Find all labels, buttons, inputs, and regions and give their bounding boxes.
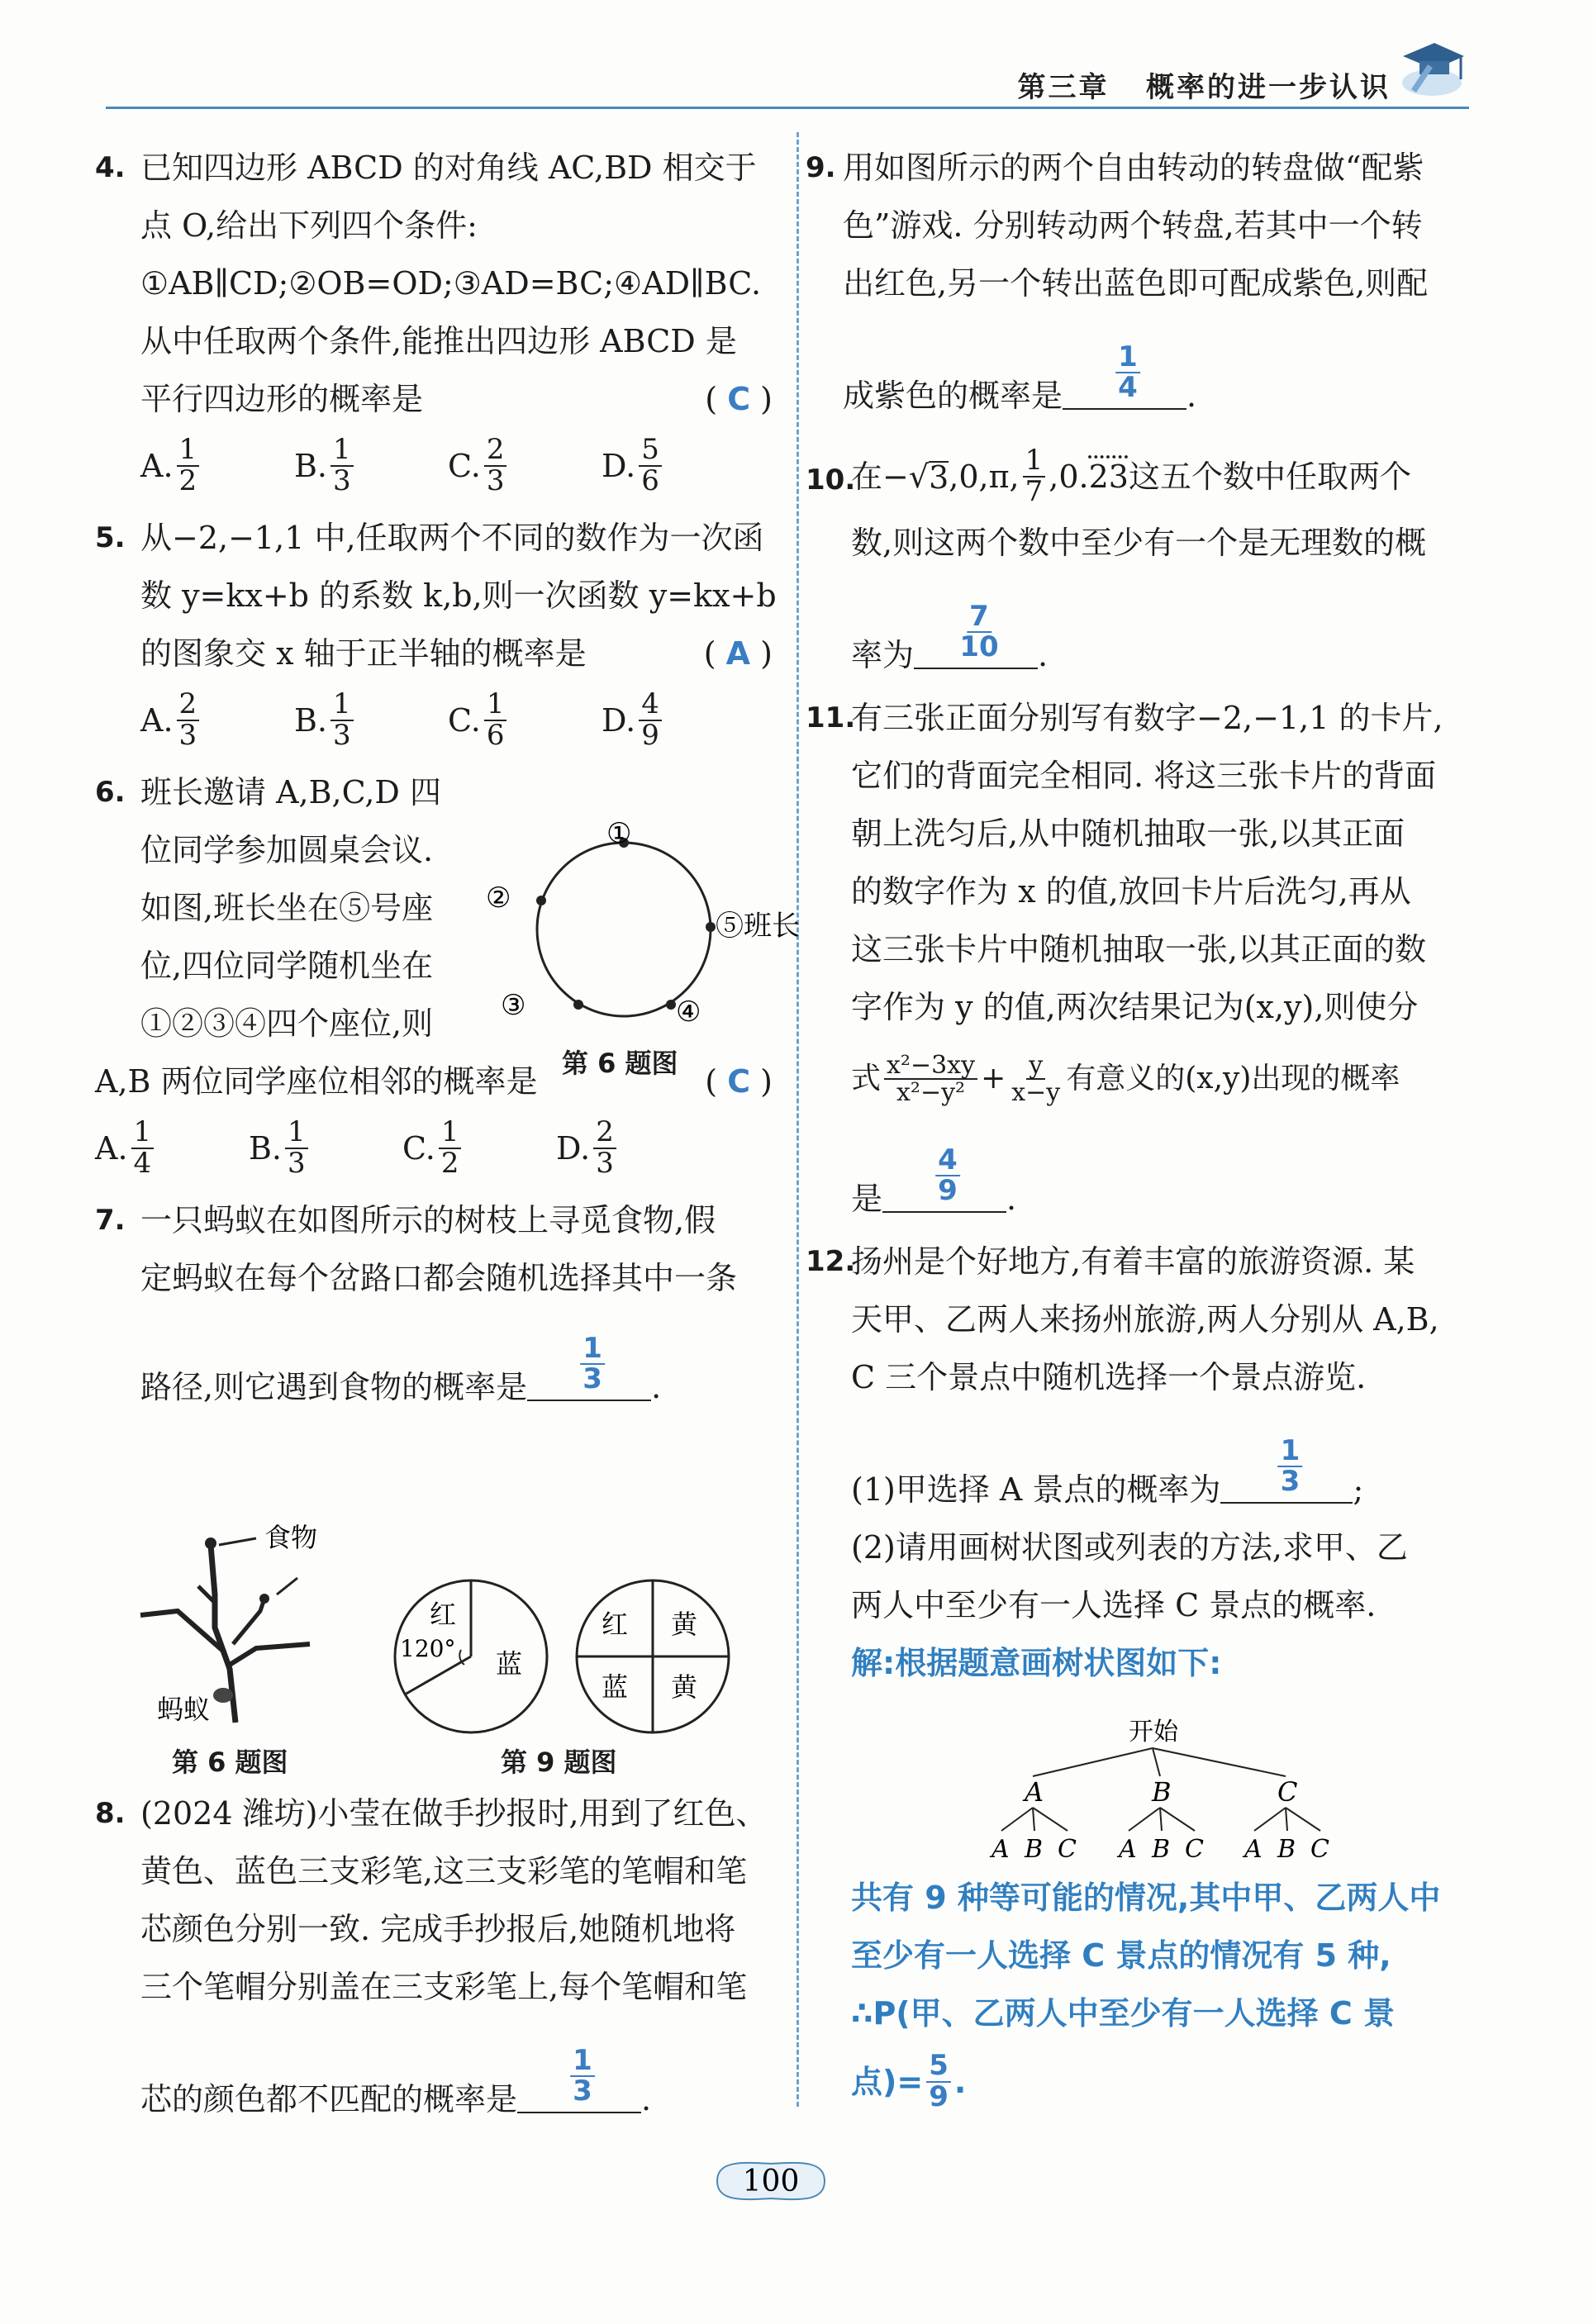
tree-leaf: A: [1119, 1835, 1137, 1864]
answer-choice: C: [727, 381, 751, 417]
q6-line: 班长邀请 A,B,C,D 四: [140, 774, 441, 810]
answer-bracket: ( A ): [703, 635, 773, 672]
q8-line: 芯的颜色都不匹配的概率是 $\frac{1}{3}$ .: [140, 2043, 652, 2117]
option-d: D. $\frac{5}{6}$: [602, 435, 755, 496]
q7-branch-figure: [132, 1520, 347, 1735]
q7-line: 一只蚂蚁在如图所示的树枝上寻觅食物,假: [140, 1202, 716, 1238]
q6-line: 位,四位同学随机坐在: [140, 948, 434, 984]
q5-line: 数 y=kx+b 的系数 k,b,则一次函数 y=kx+b: [140, 577, 777, 614]
question-number: 8.: [95, 1797, 126, 1830]
option-b: B. $\frac{1}{3}$: [249, 1118, 402, 1178]
option-b: B. $\frac{1}{3}$: [294, 690, 448, 750]
options: [95, 1110, 773, 1186]
q10-line: 数,则这两个数中至少有一个是无理数的概: [851, 525, 1427, 561]
answer-blank: $\frac{1}{3}$: [517, 2075, 641, 2113]
page-number: [709, 2152, 833, 2210]
tree-leaf: C: [1185, 1835, 1204, 1864]
spinner-a-angle: 120°: [400, 1635, 456, 1662]
page-number-ornament: [709, 2152, 833, 2210]
q10-line: 在− √ 3 ,0,π, $\frac{1}{7}$ ,0. 23 这五个数中任取两个: [851, 444, 1411, 508]
seat-3-label: ③: [501, 989, 526, 1022]
q6-seat-diagram: [479, 817, 800, 1066]
answer-blank: $\frac{4}{9}$: [882, 1175, 1006, 1213]
answer-blank: $\frac{1}{4}$: [1063, 372, 1186, 410]
spinner-b-blue: 蓝: [602, 1671, 629, 1703]
q5-line: 的图象交 x 轴于正半轴的概率是 ( A ): [140, 625, 773, 682]
q5-line: 从−2,−1,1 中,任取两个不同的数作为一次函: [140, 520, 764, 556]
q12-line: C 三个景点中随机选择一个景点游览.: [851, 1359, 1367, 1395]
answer-choice: C: [727, 1063, 751, 1100]
tree-leaf: A: [991, 1835, 1010, 1864]
question-number: 11.: [806, 701, 856, 734]
option-b: B. $\frac{1}{3}$: [294, 435, 448, 496]
options: [140, 428, 773, 504]
q7-figure-caption: 第 6 题图: [172, 1747, 288, 1778]
option-d: D. $\frac{4}{9}$: [602, 690, 755, 750]
seat-2-label: ②: [486, 882, 511, 915]
page-header: [106, 56, 1469, 109]
q7-line: 定蚂蚁在每个岔路口都会随机选择其中一条: [140, 1260, 738, 1296]
option-d: D. $\frac{2}{3}$: [556, 1118, 710, 1178]
question-number: 5.: [95, 521, 126, 554]
ant-label: 蚂蚁: [157, 1694, 211, 1725]
q8-line: 黄色、蓝色三支彩笔,这三支彩笔的笔帽和笔: [140, 1853, 748, 1889]
q4-line: 已知四边形 ABCD 的对角线 AC,BD 相交于: [140, 150, 757, 186]
question-number: 10.: [806, 463, 856, 497]
q12-solution: [851, 1869, 1479, 2122]
option-c: C. $\frac{1}{6}$: [448, 690, 602, 750]
answer-bracket: ( C ): [705, 381, 773, 417]
option-a: A. $\frac{1}{4}$: [95, 1118, 249, 1178]
q11-line: 朝上洗匀后,从中随机抽取一张,以其正面: [851, 815, 1405, 852]
q9-line: 用如图所示的两个自由转动的转盘做“配紫: [843, 150, 1424, 186]
page-number-text: 100: [742, 2165, 800, 2198]
question-8: [95, 1785, 773, 2128]
answer-choice: A: [725, 635, 751, 672]
q9-spinner-b: [570, 1574, 735, 1739]
tree-leaf: C: [1310, 1835, 1329, 1864]
left-column: [95, 139, 777, 1416]
q4-line: 平行四边形的概率是 ( C ): [140, 370, 773, 428]
spinner-b-red: 红: [602, 1609, 629, 1640]
q11-line: 是 $\frac{4}{9}$ .: [851, 1143, 1017, 1217]
question-10: [806, 440, 1467, 684]
tree-node-b: B: [1152, 1776, 1172, 1808]
q9-line: 色”游戏. 分别转动两个转盘,若其中一个转: [843, 207, 1423, 244]
question-7: [95, 1191, 773, 1416]
option-c: C. $\frac{1}{2}$: [402, 1118, 556, 1178]
solution-line: ∴P(甲、乙两人中至少有一人选择 C 景: [851, 1995, 1396, 2032]
q12-tree-diagram: [967, 1710, 1355, 1875]
q6-line: ①②③④四个座位,则: [140, 1005, 434, 1042]
q6-line: 如图,班长坐在⑤号座: [140, 890, 434, 926]
tree-root: 开始: [1129, 1718, 1178, 1747]
tree-leaf: B: [1152, 1835, 1171, 1864]
sqrt-symbol: √: [908, 459, 930, 495]
seat-5-label: ⑤班长: [716, 910, 800, 943]
tree-leaf: B: [1277, 1835, 1296, 1864]
column-divider: [796, 132, 799, 2107]
solution-line: 解:根据题意画树状图如下:: [851, 1645, 1222, 1681]
q4-line: 从中任取两个条件,能推出四边形 ABCD 是: [140, 323, 737, 359]
graduation-cap-icon: [1395, 31, 1469, 106]
solution-line: 共有 9 种等可能的情况,其中甲、乙两人中: [851, 1880, 1441, 1916]
q4-line: ①AB∥CD;②OB=OD;③AD=BC;④AD∥BC.: [140, 265, 762, 302]
q12-line: 天甲、乙两人来扬州旅游,两人分别从 A,B,: [851, 1301, 1439, 1338]
right-column: [806, 139, 1467, 1692]
q8-line: 三个笔帽分别盖在三支彩笔上,每个笔帽和笔: [140, 1969, 748, 2005]
chapter-title: 第三章 概率的进一步认识: [1017, 71, 1391, 104]
question-4: [95, 139, 773, 504]
options: [140, 682, 773, 758]
q11-line: 式 $\frac{\text{x²−3xy}}{\text{x²−y²}}$ + $\frac{y}{x-y}$ 有意义的(x,y)出现的概率: [851, 1050, 1400, 1107]
solution-line: 至少有一人选择 C 景点的情况有 5 种,: [851, 1937, 1391, 1974]
question-number: 6.: [95, 776, 126, 809]
q6-line: 位同学参加圆桌会议.: [140, 832, 434, 868]
question-number: 4.: [95, 151, 126, 184]
tree-leaf: A: [1244, 1835, 1263, 1864]
option-a: A. $\frac{2}{3}$: [140, 690, 294, 750]
question-11: [806, 689, 1467, 1228]
q10-line: 率为 $\frac{7}{10}$ .: [851, 599, 1049, 673]
spinner-a-blue: 蓝: [496, 1648, 523, 1680]
option-c: C. $\frac{2}{3}$: [448, 435, 602, 496]
tree-node-c: C: [1277, 1776, 1298, 1808]
q9-figure-caption: 第 9 题图: [501, 1747, 617, 1778]
q8-line: (2024 潍坊)小莹在做手抄报时,用到了红色、: [140, 1795, 768, 1832]
question-12: [806, 1233, 1467, 1692]
question-number: 9.: [806, 151, 836, 184]
option-a: A. $\frac{1}{2}$: [140, 435, 294, 496]
spinner-a-red: 红: [430, 1599, 457, 1630]
question-5: [95, 509, 777, 758]
food-label: 食物: [264, 1522, 318, 1553]
tree-node-a: A: [1025, 1776, 1044, 1808]
q11-line: 有三张正面分别写有数字−2,−1,1 的卡片,: [851, 700, 1443, 736]
answer-bracket: ( C ): [705, 1063, 773, 1100]
q7-line: 路径,则它遇到食物的概率是 $\frac{1}{3}$ .: [140, 1331, 662, 1405]
q6-figure-caption: 第 6 题图: [562, 1048, 678, 1079]
answer-blank: $\frac{7}{10}$: [914, 631, 1038, 669]
q6-line: A,B 两位同学座位相邻的概率是 ( C ): [95, 1053, 773, 1110]
q11-line: 字作为 y 的值,两次结果记为(x,y),则使分: [851, 989, 1419, 1025]
q4-line: 点 O,给出下列四个条件:: [140, 207, 478, 244]
q9-spinner-a: [388, 1574, 554, 1739]
tree-leaf: B: [1025, 1835, 1044, 1864]
answer-blank: $\frac{1}{3}$: [527, 1363, 651, 1401]
tree-leaf: C: [1058, 1835, 1077, 1864]
q12-line: 扬州是个好地方,有着丰富的旅游资源. 某: [851, 1243, 1415, 1280]
q11-line: 这三张卡片中随机抽取一张,以其正面的数: [851, 931, 1427, 967]
question-number: 7.: [95, 1204, 126, 1237]
q8-line: 芯颜色分别一致. 完成手抄报后,她随机地将: [140, 1911, 736, 1947]
seat-4-label: ④: [676, 996, 701, 1029]
spinner-b-yellow: 黄: [671, 1609, 698, 1640]
question-number: 12.: [806, 1245, 856, 1278]
q12-line: 两人中至少有一人选择 C 景点的概率.: [851, 1587, 1377, 1623]
q11-line: 它们的背面完全相同. 将这三张卡片的背面: [851, 758, 1437, 794]
q12-line: (1)甲选择 A 景点的概率为 $\frac{1}{3}$ ;: [851, 1433, 1364, 1508]
q11-line: 的数字作为 x 的值,放回卡片后洗匀,再从: [851, 873, 1411, 910]
answer-blank: $\frac{1}{3}$: [1220, 1466, 1353, 1504]
seat-1-label: ①: [606, 817, 632, 850]
spinner-b-yellow: 黄: [671, 1671, 698, 1703]
q12-line: (2)请用画树状图或列表的方法,求甲、乙: [851, 1529, 1408, 1566]
q9-line: 出红色,另一个转出蓝色即可配成紫色,则配: [843, 265, 1429, 302]
question-9: [806, 139, 1467, 425]
solution-line: 点)= $\frac{5}{9}$ .: [851, 2049, 967, 2113]
q9-line: 成紫色的概率是 $\frac{1}{4}$ .: [843, 340, 1197, 414]
